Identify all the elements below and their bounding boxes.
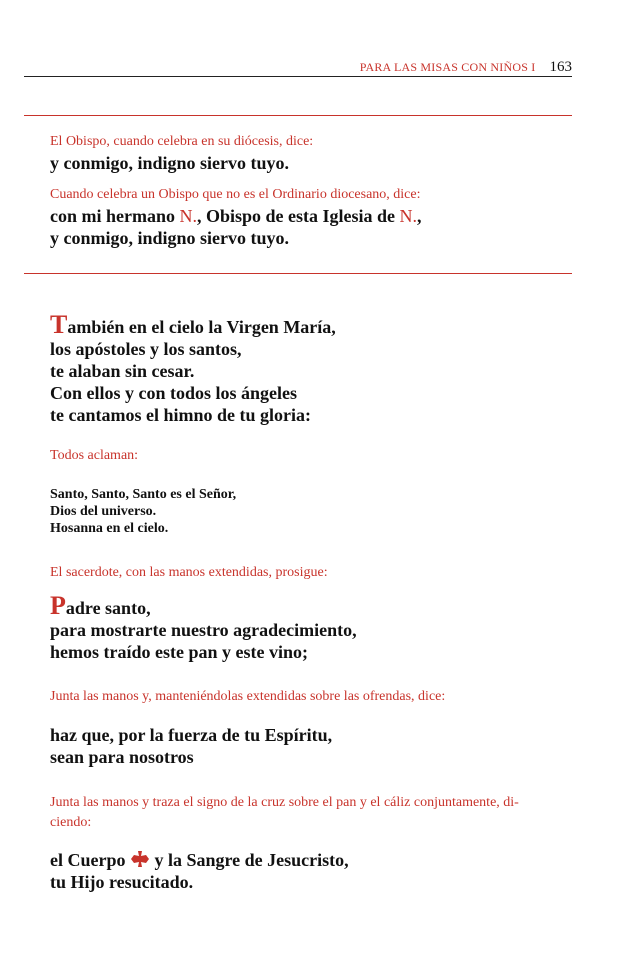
header-title: PARA LAS MISAS CON NIÑOS I xyxy=(359,60,536,74)
text-bishop-line3: y conmigo, indigno siervo tuyo. xyxy=(50,228,290,248)
prayer-line: Con ellos y con todos los ángeles xyxy=(50,383,298,403)
bottom-red-divider xyxy=(24,273,572,274)
prayer-line xyxy=(50,591,580,620)
acclamation-line: Hosanna en el cielo. xyxy=(50,521,169,536)
text-fragment: y la Sangre de Jesucristo, xyxy=(150,850,349,870)
rubric-priest-continues: El sacerdote, con las manos extendidas, prosigue: xyxy=(50,565,328,580)
running-header xyxy=(24,58,572,76)
prayer-line: te cantamos el himno de tu gloria: xyxy=(50,405,311,425)
top-red-divider xyxy=(24,115,572,116)
cross-icon xyxy=(130,850,150,868)
page-number: 163 xyxy=(549,59,572,75)
rubric-sign-of-cross: Junta las manos y traza el signo de la cruz sobre el pan y el cáliz conjuntamente, di- xyxy=(50,795,519,810)
text-fragment: adre santo, xyxy=(65,598,151,618)
consecration-section xyxy=(50,793,580,893)
name-placeholder: N. xyxy=(179,206,197,226)
text-fragment: con mi hermano xyxy=(50,206,180,226)
text-fragment: ambién en el cielo la Virgen María, xyxy=(67,317,336,337)
text-fragment: , xyxy=(417,206,422,226)
prayer-father xyxy=(50,563,580,663)
drop-cap: P xyxy=(50,591,66,620)
bishop-section xyxy=(50,132,580,249)
rubric-sign-of-cross-cont: ciendo: xyxy=(50,815,92,830)
text-bishop-line1: y conmigo, indigno siervo tuyo. xyxy=(50,153,290,173)
prayer-line xyxy=(50,849,580,871)
prayer-line: hemos traído este pan y este vino; xyxy=(50,642,308,662)
acclamation-line: Dios del universo. xyxy=(50,504,157,519)
rubric-bishop-diocese: El Obispo, cuando celebra en su diócesis, dice: xyxy=(50,134,314,149)
acclamation-section xyxy=(50,446,580,537)
prayer-line: tu Hijo resucitado. xyxy=(50,872,194,892)
prayer-line xyxy=(50,310,580,339)
prayer-line: te alaban sin cesar. xyxy=(50,361,195,381)
rubric-join-hands: Junta las manos y, manteniéndolas extendidas sobre las ofrendas, dice: xyxy=(50,689,446,704)
prayer-line: sean para nosotros xyxy=(50,747,194,767)
epiclesis-section xyxy=(50,687,580,768)
prayer-line: los apóstoles y los santos, xyxy=(50,339,242,359)
drop-cap: T xyxy=(50,310,68,339)
header-rule xyxy=(24,76,572,77)
text-bishop-line2 xyxy=(50,205,580,227)
prayer-line: haz que, por la fuerza de tu Espíritu, xyxy=(50,725,333,745)
text-fragment: , Obispo de esta Iglesia de xyxy=(197,206,400,226)
acclamation-line: Santo, Santo, Santo es el Señor, xyxy=(50,487,237,502)
text-fragment: el Cuerpo xyxy=(50,850,130,870)
rubric-bishop-visiting: Cuando celebra un Obispo que no es el Ordinario diocesano, dice: xyxy=(50,187,421,202)
rubric-all-acclaim: Todos aclaman: xyxy=(50,448,139,463)
prayer-heaven xyxy=(50,310,580,426)
prayer-line: para mostrarte nuestro agradecimiento, xyxy=(50,620,357,640)
name-placeholder: N. xyxy=(399,206,418,226)
